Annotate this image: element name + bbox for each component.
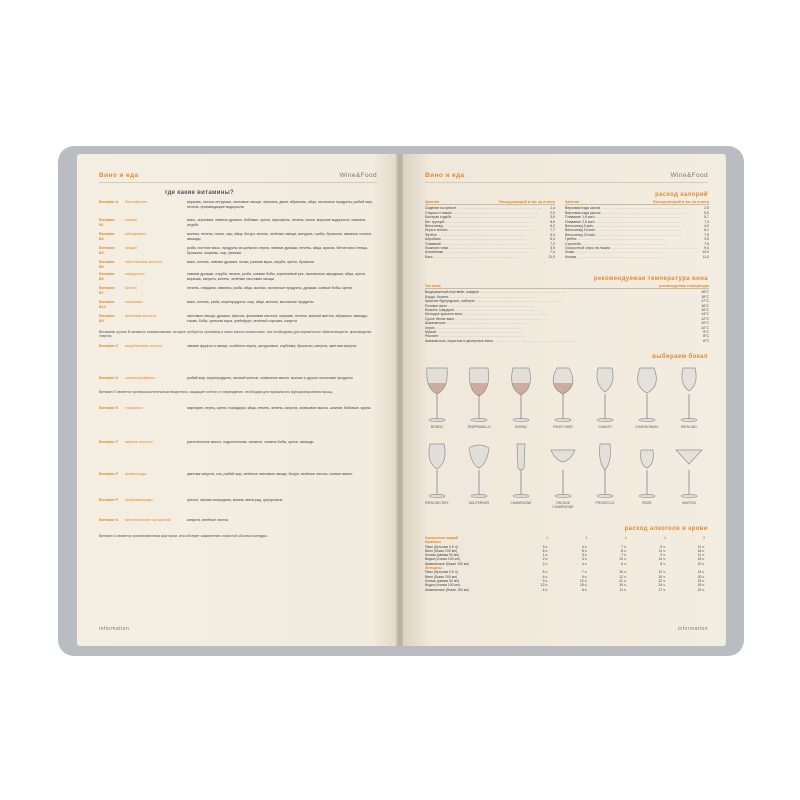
vitamin-sources: пивные дрожжи, отруби, печень, рыба, соевые бобы, коричневый рис, пшеничные зародыши, яйца, орехи, морковь, капуста, зелень, зелёные листовые овощи <box>187 272 366 281</box>
alcohol-cell: 19 ч. <box>619 583 627 588</box>
vitamin-subname: жирные кислоты <box>125 440 153 444</box>
alcohol-cell: 11 ч. <box>658 548 666 553</box>
right-footer: information <box>677 626 708 632</box>
row-label: Верховая езда рысью ..... <box>565 211 704 215</box>
vitamin-note: Витамин Е является противоокислительным веществом, защищает клетки от повреждения, необходим для нормального функционирования мышц. <box>99 390 333 394</box>
wine-glass <box>631 366 663 429</box>
glass-label: VINTAGE CHAMPAGNE <box>552 501 574 509</box>
row-label: Выдержанный портвейн, мадера ..... <box>425 290 701 294</box>
row-value: 11,0 <box>702 254 709 259</box>
alcohol-cell: 12 ч. <box>579 578 588 583</box>
vitamin-subname: биофлавоноиды <box>125 498 153 502</box>
glass-label: RIESLING DRY <box>425 501 449 505</box>
row-value: 1,4 <box>550 206 555 211</box>
wine-glass-icon <box>591 442 619 500</box>
row-label: Бордо, Кьянти ..... <box>425 295 701 299</box>
alcohol-cell: 16 ч. <box>658 574 666 579</box>
table-header-cell: Расход калорий в час на кг веса <box>499 200 555 204</box>
vitamin-sources: молоко, печень, почки, сыр, яйца, йогурт, зелень, зелёные овощи, миндаль, грибы, брокколи, овсяные хлопья, авокадо <box>187 232 372 241</box>
alcohol-cell: Пиво (бутылка 0,5 л) <box>425 544 458 549</box>
wine-glass <box>421 366 453 429</box>
alcohol-cell: 18 ч. <box>697 557 706 562</box>
vitamin-row <box>99 518 379 530</box>
row-label: Футбол ..... <box>425 233 550 237</box>
row-value: 17°C <box>701 299 709 304</box>
row-value: 9°C <box>703 330 709 335</box>
alcohol-cell: 16 ч. <box>697 548 706 553</box>
alcohol-cell: Коньяк (рюмка 50 мл) <box>425 578 460 583</box>
row-value: 2,0 <box>550 210 555 215</box>
alcohol-cell: 7 ч. <box>621 544 627 549</box>
row-value: 6,2 <box>550 224 555 229</box>
row-label: Плавание 1,6 км/ч ..... <box>565 215 704 219</box>
wine-glass-icon <box>675 442 703 500</box>
vitamin-sources: рыба, постное мясо, продукты из цельного зерна, пивные дрожжи, печень, яйца, арахис, белое мясо птицы, брокколи, морковь, сыр, финики <box>187 246 369 255</box>
calories-row <box>565 255 709 259</box>
vitamin-subname: пиридоксин <box>125 272 145 276</box>
vitamin-sources: гречка, черная смородина, вишня, виноград, цитрусовые <box>187 498 283 502</box>
table-header-cell: Занятия <box>565 200 580 204</box>
wine-glass-icon <box>423 442 451 500</box>
alcohol-cell: 4 ч. <box>581 561 588 566</box>
left-header-rule <box>99 182 377 183</box>
alcohol-cell: Водка (стопка 100 мл) <box>425 557 460 562</box>
alcohol-cell: 8 ч. <box>581 548 588 553</box>
alcohol-col-header: 4 <box>663 536 666 540</box>
row-value: 5,7 <box>704 215 709 220</box>
wine-glass <box>589 366 621 429</box>
glass-label: TEMPRANILLO <box>467 425 491 429</box>
wine-glass-icon <box>549 442 577 500</box>
vitamin-subname: аскорбиновая кислота <box>125 344 163 348</box>
vitamin-name: Витамин F <box>99 440 118 444</box>
wine-glass-icon <box>549 366 577 424</box>
alcohol-cell: 21 ч. <box>619 578 627 583</box>
vitamin-subname: кобаламин <box>125 300 144 304</box>
alcohol-header-row <box>425 536 709 540</box>
glass-label: CHAMPAGNE <box>510 501 532 505</box>
row-label: Шампанское ..... <box>425 321 701 325</box>
row-value: 7,7 <box>550 228 555 233</box>
vitamin-name: Витамин D <box>99 376 119 380</box>
table-header <box>425 200 555 205</box>
glass-label: ROSÉ <box>642 501 652 505</box>
vitamin-name: Витамин В2 <box>99 232 115 241</box>
vitamin-row <box>99 286 379 298</box>
row-label: Гребля ..... <box>565 237 704 241</box>
alcohol-cell: 4 ч. <box>581 544 588 549</box>
vitamin-subname: токоферол <box>125 406 144 410</box>
vitamin-subname: ниацин <box>125 246 138 250</box>
alcohol-col-header: 5 <box>703 536 706 540</box>
alcohol-cell: Вино (бокал 200 мл) <box>425 574 458 579</box>
row-label: Альпинизм ..... <box>425 250 550 254</box>
vitamin-sources: мясо, печень, пивные дрожжи, почки, ржаная мука, отруби, орехи, брокколи <box>187 260 315 264</box>
row-value: 3,9 <box>550 246 555 251</box>
vitamin-note: Витамины группы В являются незаменимыми, которые требуются организму в очень малых количествах, они необходимы для нормального обмена веществ, производства энергии. <box>99 330 372 339</box>
vitamin-sources: морковь, листья петрушки, листовые овощи, черешня, дыня, абрикосы, яйца, молочные продукты, рыбий жир, печень, производящие водоросли <box>187 200 373 209</box>
wine-glass-icon <box>675 366 703 424</box>
vitamin-subname: рибофлавин <box>125 232 146 236</box>
alcohol-cell: 12 ч. <box>619 574 627 579</box>
glass-label: RIESLING <box>681 425 697 429</box>
row-value: 10°C <box>701 321 709 326</box>
wine-glass-icon <box>507 442 535 500</box>
calories-row <box>425 255 555 259</box>
vitamin-row <box>99 498 379 510</box>
vitamin-sources: рыбий жир, морепродукты, яичный желток, сливочное масло, молоко и другие молочные продукты <box>187 376 353 380</box>
vitamin-row <box>99 472 379 484</box>
left-footer: information <box>99 626 130 632</box>
temperature-title: рекомендуемая температура вина <box>593 276 708 282</box>
row-value: 5,0 <box>704 210 709 215</box>
alcohol-table <box>425 536 709 592</box>
vitamin-name: Витамин В6 <box>99 272 115 281</box>
alcohol-cell: 15 ч. <box>579 583 588 588</box>
vitamin-sources: растительное масло, подсолнечник, льняное, семена бобы, орехи, авокадо <box>187 440 314 444</box>
vitamin-row <box>99 344 379 356</box>
row-label: Велосипед ..... <box>425 224 550 228</box>
row-label: Лыжные гонки ..... <box>425 246 550 250</box>
table-header-cell: Расход калорий в час на кг веса <box>653 200 709 204</box>
row-value: 7,4 <box>550 250 555 255</box>
vitamin-subname: пантотеновая кислота <box>125 260 162 264</box>
alcohol-cell: 17 ч. <box>658 587 666 592</box>
alcohol-cell: 24 ч. <box>658 583 666 588</box>
alcohol-cell: 8 ч. <box>581 587 588 592</box>
alcohol-cell: Коньяк (рюмка 50 мл) <box>425 553 460 558</box>
glasses-title: выбираем бокал <box>652 354 708 360</box>
right-header-rule <box>425 182 708 183</box>
left-section-title: где какие витамины? <box>165 190 235 196</box>
alcohol-cell: 3 ч. <box>581 557 588 562</box>
wine-glass-icon <box>633 442 661 500</box>
wine-glass <box>547 442 579 509</box>
row-value: 10°C <box>701 325 709 330</box>
alcohol-cell: 2 ч. <box>542 557 549 562</box>
table-header-cell: Тип вина <box>425 284 441 288</box>
row-value: 9,4 <box>704 246 709 251</box>
alcohol-cell: Шампанское (бокал 150 мл) <box>425 561 470 566</box>
row-label: Скоростной спуск на лыжах ..... <box>565 246 704 250</box>
vitamin-row <box>99 260 379 272</box>
vitamin-name: Витамин А <box>99 200 119 204</box>
row-value: 6,1 <box>704 228 709 233</box>
alcohol-cell: Водка (стопка 100 мл) <box>425 583 460 588</box>
wine-glass <box>505 366 537 429</box>
alcohol-cell: 11 ч. <box>619 587 627 592</box>
alcohol-cell: 20 ч. <box>697 574 706 579</box>
alcohol-cell: 3 ч. <box>542 544 549 549</box>
row-label: Велосипед 9 км/ч ..... <box>565 224 704 228</box>
wine-glass-icon <box>591 366 619 424</box>
calories-title: расход калорий <box>655 192 708 198</box>
wine-glass-icon <box>507 366 535 424</box>
glass-label: BORDO <box>430 425 444 429</box>
alcohol-cell: 12 ч. <box>697 544 706 549</box>
alcohol-cell: Вино (бокал 200 мл) <box>425 548 458 553</box>
alcohol-cell: 9 ч. <box>581 574 588 579</box>
vitamin-subname: бета-каротин <box>125 200 147 204</box>
glass-label: CHARDONNAY <box>635 425 659 429</box>
alcohol-cell: 12 ч. <box>540 583 549 588</box>
alcohol-cell: 1 ч. <box>542 553 549 558</box>
alcohol-cell: 12 ч. <box>658 570 666 575</box>
row-label: Божоле, Шардоне ..... <box>425 308 701 312</box>
glass-label: PROSECCO <box>595 501 615 505</box>
row-value: 11,0 <box>548 254 555 259</box>
row-value: 5,9 <box>550 219 555 224</box>
vitamin-row <box>99 314 379 326</box>
row-label: Стрельба ..... <box>565 242 704 246</box>
vitamin-name: Витамин В5 <box>99 260 115 269</box>
vitamin-name: Витамин Е <box>99 406 118 410</box>
row-label: Сухое белое вино ..... <box>425 317 701 321</box>
wine-glass <box>589 442 621 505</box>
vitamin-row <box>99 440 379 452</box>
glass-label: SAUTERNES <box>468 501 490 505</box>
row-value: 2,5 <box>704 206 709 211</box>
alcohol-cell: 11 ч. <box>697 553 706 558</box>
wine-glass <box>463 442 495 505</box>
vitamin-sources: цветная капуста, сок, рыбий жир, зелёные листовые овощи, йогурт, зелёные листья, соевое масло <box>187 472 353 476</box>
table-header-cell: Занятия <box>425 200 440 204</box>
row-value: 7,2 <box>550 241 555 246</box>
row-label: Розовое вино ..... <box>425 304 701 308</box>
alcohol-col-header: 3 <box>624 536 627 540</box>
wine-glass <box>673 442 705 505</box>
row-value: 6,4 <box>550 237 555 242</box>
vitamin-row <box>99 200 379 212</box>
vitamin-name: Витамин В7 <box>99 286 115 295</box>
vitamin-subname: фолиевая кислота <box>125 314 156 318</box>
alcohol-cell: 9 ч. <box>660 553 666 558</box>
row-label: Херес ..... <box>425 326 701 330</box>
row-label: Бокс ..... <box>425 255 548 259</box>
vitamin-sources: мясо, печень, рыба, морепродукты, сыр, яйца, молоко, молочные продукты <box>187 300 314 304</box>
left-page <box>77 154 397 646</box>
alcohol-cell: Шампанское (бокал 150 мл) <box>425 587 470 592</box>
wine-glass-icon <box>633 366 661 424</box>
alcohol-cell: 3 ч. <box>581 553 588 558</box>
vitamin-sources: свежие фрукты и овощи, особенно перец, цитрусовые, клубника, брокколи, капуста, цветная капуста <box>187 344 357 348</box>
row-label: Коньки ..... <box>565 255 702 259</box>
row-value: 10,0 <box>702 250 709 255</box>
vitamin-row <box>99 406 379 418</box>
right-page <box>403 154 726 646</box>
alcohol-cell: 10 ч. <box>619 570 627 575</box>
glasses-grid <box>421 366 711 522</box>
row-value: 7,3 <box>704 219 709 224</box>
row-value: 3,5 <box>704 237 709 242</box>
alcohol-cell: 26 ч. <box>697 583 706 588</box>
vitamin-row <box>99 300 379 312</box>
alcohol-cell: 5 ч. <box>542 570 549 575</box>
row-value: 7,5 <box>704 232 709 237</box>
alcohol-cell: 14 ч. <box>697 570 706 575</box>
row-value: 12°C <box>701 316 709 321</box>
alcohol-title: расход алкоголя в крови <box>624 526 708 532</box>
alcohol-col-header: Количество порций <box>425 536 459 540</box>
alcohol-cell: Пиво (бутылка 0,5 л) <box>425 570 458 575</box>
vitamin-name: Витамин Р <box>99 498 118 502</box>
alcohol-cell: 6 ч. <box>542 574 549 579</box>
vitamin-row <box>99 272 379 284</box>
row-label: Красное бургундское, каберне ..... <box>425 299 701 303</box>
table-header <box>565 200 709 205</box>
vitamin-row <box>99 218 379 230</box>
vitamin-row <box>99 376 379 388</box>
vitamin-name: Витамин U <box>99 518 119 522</box>
vitamin-subname: метилметионин сульфоний <box>125 518 171 522</box>
row-label: Верховая езда шагом ..... <box>565 206 704 210</box>
alcohol-cell: 10 ч. <box>697 561 706 566</box>
table-header-cell: рекомендуемая температура <box>658 284 709 288</box>
wine-glass <box>421 442 453 505</box>
alcohol-cell: 24 ч. <box>697 578 706 583</box>
row-value: 18°C <box>701 294 709 299</box>
vitamin-sources: капуста, зелёные листья <box>187 518 229 522</box>
alcohol-cell: 13 ч. <box>619 557 627 562</box>
alcohol-col-header: 2 <box>585 536 588 540</box>
alcohol-cell: 2 ч. <box>542 561 549 566</box>
wine-glass-icon <box>465 366 493 424</box>
vitamin-sources: листовые овощи, дрожжи, фасоль, фолиевая кислота, морковь, печень, яичный желток, абрикосы, авокадо, тыква, бобы, цельная мука, грейпфрут, зелёный горошек, капуста <box>187 314 369 323</box>
alcohol-cell: 22 ч. <box>658 578 666 583</box>
calories-table-right <box>565 200 709 259</box>
vitamin-name: Витамин Р <box>99 472 118 476</box>
vitamin-name: Витамин В1 <box>99 218 115 227</box>
table-header <box>425 284 709 289</box>
wine-glass <box>505 442 537 505</box>
row-value: 8°C <box>703 334 709 339</box>
alcohol-group-label: Мужчины <box>425 540 442 545</box>
row-label: Стирка и глажка ..... <box>425 211 550 215</box>
row-value: 9,4 <box>550 232 555 237</box>
alcohol-cell: 14 ч. <box>658 557 666 562</box>
wine-glass <box>631 442 663 505</box>
calories-table-left <box>425 200 555 259</box>
alcohol-cell: 7 ч. <box>621 553 627 558</box>
right-header-brand: Wine&Food <box>670 172 708 179</box>
row-label: Молодое красное вино ..... <box>425 312 701 316</box>
row-label: Сидение на кресле ..... <box>425 206 550 210</box>
row-value: 18°C <box>701 290 709 295</box>
vitamin-subname: флавоноиды <box>125 472 147 476</box>
vitamin-note: Витамин U является противоязвенным фактором, способствует заживлению слизистой оболочки желудка. <box>99 534 268 538</box>
vitamin-name: Витамин С <box>99 344 119 348</box>
row-label: Плавание ..... <box>425 242 550 246</box>
vitamin-name: Витамин В12 <box>99 300 115 309</box>
wine-glass <box>463 366 495 429</box>
row-value: 16°C <box>701 303 709 308</box>
row-label: Быстрая ходьба ..... <box>425 215 550 219</box>
row-value: 6°C <box>703 338 709 343</box>
row-value: 7,5 <box>704 241 709 246</box>
row-label: Игра в теннис ..... <box>425 228 550 232</box>
glass-label: CHIANTI <box>598 425 612 429</box>
alcohol-cell: 6 ч. <box>621 561 627 566</box>
vitamin-name: Витамин В9 <box>99 314 115 323</box>
row-label: Аэробика ..... <box>425 237 550 241</box>
wine-glass-icon <box>465 442 493 500</box>
row-label: Лыжи ..... <box>565 250 702 254</box>
row-value: 3,6 <box>550 215 555 220</box>
temperature-table <box>425 284 709 343</box>
vitamin-sources: печень, говядина, свинина, рыба, яйца, молоко, молочные продукты, дрожжи, соевые бобы, орехи <box>187 286 353 290</box>
glass-label: MARTINI <box>682 501 696 505</box>
vitamin-name: Витамин В3 <box>99 246 115 255</box>
alcohol-cell: 22 ч. <box>697 587 706 592</box>
alcohol-cell: 8 ч. <box>660 561 666 566</box>
vitamin-sources: маргарин, перец, орехи, помидоры, яйца, печень, зелень, капуста, оливковое масло, шпинат, бобовые, крупы <box>187 406 371 410</box>
alcohol-col-header: 1 <box>546 536 549 540</box>
vitamin-sources: мясо, зерновые, пивные дрожжи, бобовые, орехи, картофель, печень, почки, морские водоросли, свинина, отруби <box>187 218 367 227</box>
alcohol-cell: 6 ч. <box>542 548 549 553</box>
right-header-title: Вино и еда <box>425 172 465 179</box>
row-label: Велосипед 15 км/ч ..... <box>565 228 704 232</box>
temperature-row <box>425 339 709 343</box>
row-label: Бег трусцой ..... <box>425 220 550 224</box>
wine-glass-icon <box>423 366 451 424</box>
vitamin-row <box>99 246 379 258</box>
alcohol-cell: 9 ч. <box>660 544 666 549</box>
row-value: 4,0 <box>704 224 709 229</box>
alcohol-cell: 7 ч. <box>581 570 588 575</box>
glass-label: PINOT NOIR <box>553 425 573 429</box>
row-label: Рислинг ..... <box>425 334 703 338</box>
alcohol-cell: 4 ч. <box>542 587 549 592</box>
vitamin-subname: биотин <box>125 286 137 290</box>
vitamin-subname: холекальциферол <box>125 376 156 380</box>
alcohol-cell: 8 ч. <box>621 548 627 553</box>
alcohol-row <box>425 562 709 566</box>
row-label: Плавание 2,6 км/ч ..... <box>565 220 704 224</box>
row-label: Шампанское, игристые и десертные вина ..... <box>425 339 703 343</box>
vitamin-subname: тиамин <box>125 218 138 222</box>
left-header-brand: Wine&Food <box>339 172 377 179</box>
vitamin-row <box>99 232 379 244</box>
row-value: 16°C <box>701 308 709 313</box>
alcohol-group-label: Женщины <box>425 566 442 571</box>
wine-glass <box>547 366 579 429</box>
row-value: 14°C <box>701 312 709 317</box>
alcohol-cell: 9 ч. <box>542 578 549 583</box>
glass-label: SHIRAZ <box>514 425 528 429</box>
row-label: Мускат ..... <box>425 330 703 334</box>
alcohol-row <box>425 588 709 592</box>
wine-glass <box>673 366 705 429</box>
left-header-title: Вино и еда <box>99 172 139 179</box>
row-label: Велосипед 20 км/ч ..... <box>565 233 704 237</box>
